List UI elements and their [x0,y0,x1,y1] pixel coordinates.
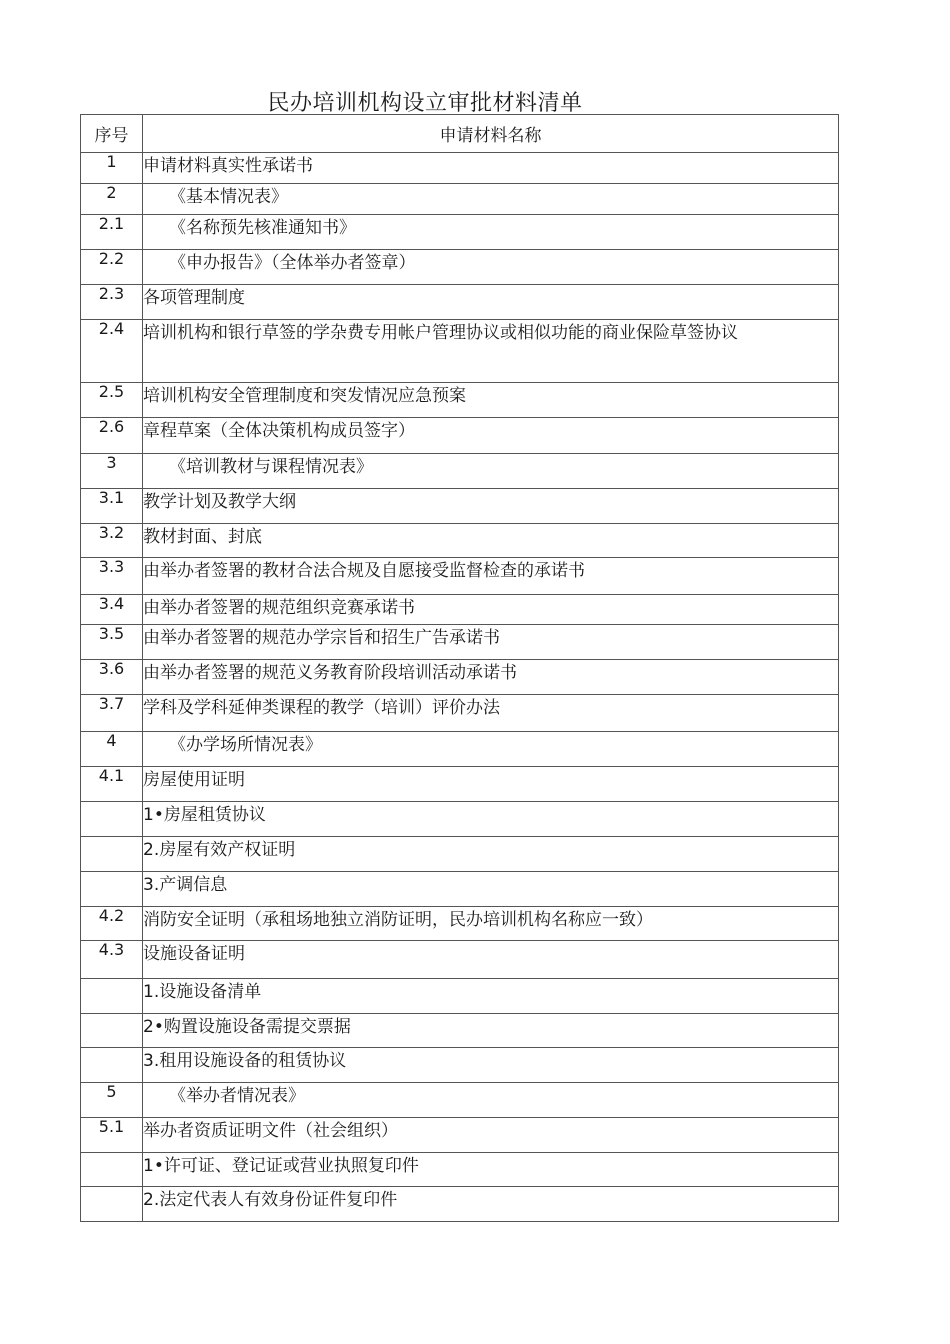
row-material-name: 由举办者签署的规范办学宗旨和招生广告承诺书 [143,625,839,660]
row-material-name: 消防安全证明（承租场地独立消防证明，民办培训机构名称应一致） [143,907,839,941]
row-material-name: 各项管理制度 [143,285,839,320]
table-row [81,695,839,732]
table-row [81,558,839,595]
row-material-name: 章程草案（全体决策机构成员签字） [143,418,839,454]
row-material-name: 由举办者签署的规范组织竞赛承诺书 [143,595,839,625]
row-sequence-number [81,1014,143,1048]
row-material-name: 教学计划及教学大纲 [143,489,839,524]
table-row [81,837,839,872]
row-material-name: 申请材料真实性承诺书 [143,153,839,184]
row-sequence-number: 2.5 [81,383,143,418]
row-sequence-number: 1 [81,153,143,184]
row-sequence-number: 2 [81,184,143,215]
row-sequence-number: 3.6 [81,660,143,695]
row-sequence-number: 3.3 [81,558,143,595]
row-sequence-number [81,802,143,837]
row-sequence-number: 4.2 [81,907,143,941]
table-row [81,285,839,320]
table-row [81,1153,839,1187]
table-row [81,1187,839,1222]
table-row [81,595,839,625]
table-row [81,732,839,767]
table-row [81,524,839,558]
row-material-name: 教材封面、封底 [143,524,839,558]
row-sequence-number: 3.4 [81,595,143,625]
row-sequence-number: 2.6 [81,418,143,454]
row-material-name: 由举办者签署的规范义务教育阶段培训活动承诺书 [143,660,839,695]
row-sequence-number: 2.2 [81,250,143,285]
row-sequence-number [81,837,143,872]
row-sequence-number: 3.2 [81,524,143,558]
row-material-name: 1•许可证、登记证或营业执照复印件 [143,1153,839,1187]
table-row [81,872,839,907]
table-row [81,454,839,489]
table-row [81,1048,839,1083]
row-material-name: 《名称预先核准通知书》 [143,215,839,250]
row-sequence-number: 2.3 [81,285,143,320]
table-row [81,320,839,383]
row-material-name: 设施设备证明 [143,941,839,979]
materials-table [80,114,839,1222]
row-material-name: 3.租用设施设备的租赁协议 [143,1048,839,1083]
table-row [81,625,839,660]
table-row [81,418,839,454]
table-row [81,383,839,418]
row-sequence-number: 4.3 [81,941,143,979]
row-material-name: 《申办报告》（全体举办者签章） [143,250,839,285]
row-sequence-number: 4.1 [81,767,143,802]
table-header-row [81,115,839,153]
row-sequence-number: 3.7 [81,695,143,732]
row-sequence-number [81,979,143,1014]
table-row [81,907,839,941]
row-sequence-number [81,872,143,907]
row-sequence-number: 5.1 [81,1118,143,1153]
row-material-name: 培训机构和银行草签的学杂费专用帐户管理协议或相似功能的商业保险草签协议 [143,320,839,383]
row-material-name: 由举办者签署的教材合法合规及自愿接受监督检查的承诺书 [143,558,839,595]
row-material-name: 2.房屋有效产权证明 [143,837,839,872]
row-material-name: 《培训教材与课程情况表》 [143,454,839,489]
row-material-name: 3.产调信息 [143,872,839,907]
table-row [81,184,839,215]
table-row [81,1118,839,1153]
row-sequence-number: 5 [81,1083,143,1118]
row-material-name: 房屋使用证明 [143,767,839,802]
table-row [81,941,839,979]
row-material-name: 《基本情况表》 [143,184,839,215]
table-row [81,489,839,524]
row-material-name: 2.法定代表人有效身份证件复印件 [143,1187,839,1222]
row-material-name: 1.设施设备清单 [143,979,839,1014]
header-sequence-number: 序号 [81,115,143,153]
table-row [81,660,839,695]
table-row [81,1014,839,1048]
table-row [81,153,839,184]
row-sequence-number: 3.1 [81,489,143,524]
row-material-name: 1•房屋租赁协议 [143,802,839,837]
table-row [81,215,839,250]
table-row [81,1083,839,1118]
row-material-name: 《办学场所情况表》 [143,732,839,767]
row-material-name: 举办者资质证明文件（社会组织） [143,1118,839,1153]
row-material-name: 学科及学科延伸类课程的教学（培训）评价办法 [143,695,839,732]
row-sequence-number: 3.5 [81,625,143,660]
row-sequence-number: 4 [81,732,143,767]
row-material-name: 培训机构安全管理制度和突发情况应急预案 [143,383,839,418]
page-title: 民办培训机构设立审批材料清单 [267,91,583,116]
table-row [81,802,839,837]
table-row [81,767,839,802]
row-sequence-number: 3 [81,454,143,489]
table-row [81,979,839,1014]
row-sequence-number [81,1187,143,1222]
row-material-name: 2•购置设施设备需提交票据 [143,1014,839,1048]
row-sequence-number: 2.1 [81,215,143,250]
row-sequence-number [81,1048,143,1083]
materials-table-body [81,153,839,1222]
row-sequence-number: 2.4 [81,320,143,383]
table-row [81,250,839,285]
header-material-name: 申请材料名称 [143,115,839,153]
row-material-name: 《举办者情况表》 [143,1083,839,1118]
row-sequence-number [81,1153,143,1187]
